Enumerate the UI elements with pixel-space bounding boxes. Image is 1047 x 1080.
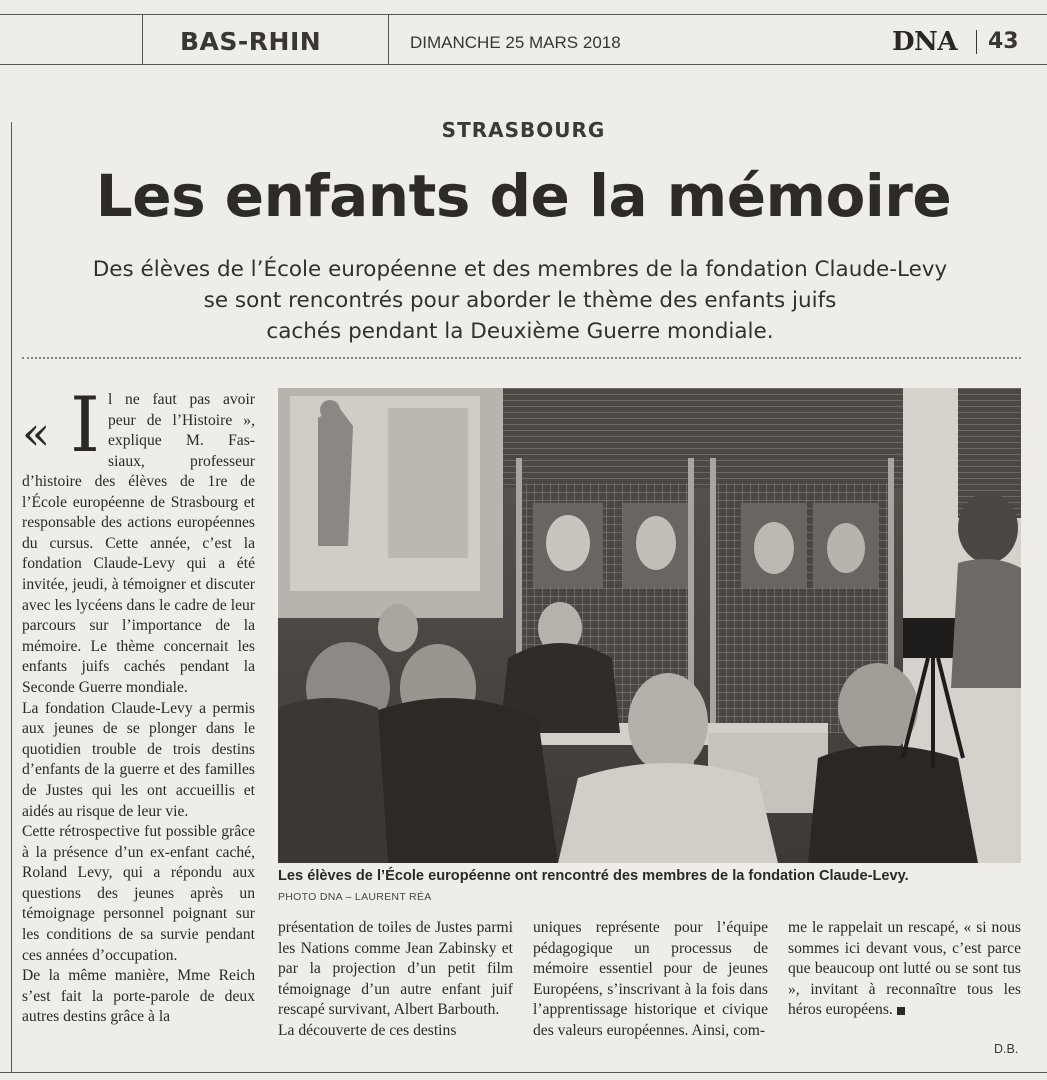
logo-separator bbox=[976, 30, 977, 54]
dotted-separator bbox=[22, 357, 1021, 359]
lead-line: siaux, professeur bbox=[108, 452, 255, 470]
masthead-bottom-rule bbox=[0, 64, 1047, 65]
kicker: STRASBOURG bbox=[441, 118, 606, 142]
drop-cap: I bbox=[70, 380, 101, 469]
column-3 bbox=[533, 918, 768, 1042]
opening-quote: « bbox=[22, 406, 51, 460]
margin-rule bbox=[11, 122, 12, 1072]
lead-line: l ne faut pas avoir bbox=[108, 391, 255, 408]
section-name: BAS-RHIN bbox=[180, 27, 322, 56]
standfirst-line: cachés pendant la Deuxième Guerre mondiale. bbox=[266, 319, 774, 344]
bottom-rule bbox=[0, 1072, 1047, 1073]
paragraph: présentation de toiles de Justes parmi les Nations comme Jean Zabinsky et par la projection d’un petit film témoignage d’un autre enfant juif rescapé survivant, Albert Barbouth. bbox=[278, 919, 513, 1019]
standfirst-line: se sont rencontrés pour aborder le thème des enfants juifs bbox=[203, 288, 837, 313]
paragraph-text: me le rappelait un rescapé, « si nous sommes ici devant vous, c’est parce que beaucoup ont lutté ou se sont tus », invitant à reconnaître tous les héros européens. bbox=[788, 919, 1021, 1019]
issue-date: DIMANCHE 25 MARS 2018 bbox=[410, 33, 621, 52]
paragraph: Cette rétrospective fut possible grâce à la présence d’un ex-enfant caché, Roland Levy, qui a répondu aux questions des jeunes après un témoignage personnel poignant sur les conditions de sa survie pendant ces années d’occupation. bbox=[22, 823, 255, 964]
lead-line: explique M. Fas- bbox=[108, 432, 255, 450]
photo-illustration bbox=[278, 388, 1021, 863]
standfirst bbox=[30, 254, 1010, 347]
headline: Les enfants de la mémoire bbox=[95, 162, 952, 230]
newspaper-logo: DNA bbox=[892, 27, 957, 57]
article-photo bbox=[278, 388, 1021, 863]
lead-line: peur de l’Histoire », bbox=[108, 411, 255, 429]
column-2 bbox=[278, 918, 513, 1042]
paragraph: La fondation Claude-Levy a permis aux jeunes de se plonger dans le quotidien trouble de trois destins d’enfants de la guerre et des familles de Justes qui les ont accueillis et aidés au risque de leur vie. bbox=[22, 699, 255, 820]
paragraph bbox=[788, 918, 1021, 1021]
paragraph: La découverte de ces destins bbox=[278, 1021, 457, 1039]
paragraph: De la même manière, Mme Reich s’est fait la porte-parole de deux autres destins grâce à la bbox=[22, 967, 255, 1026]
photo-caption: Les élèves de l’École européenne ont rencontré des membres de la fondation Claude-Levy. bbox=[278, 868, 909, 884]
column-1 bbox=[22, 472, 255, 1028]
masthead-top-rule bbox=[0, 14, 1047, 15]
photo-credit: PHOTO DNA – LAURENT RÉA bbox=[278, 891, 432, 903]
masthead-divider bbox=[388, 14, 389, 64]
masthead-divider bbox=[142, 14, 143, 64]
standfirst-line: Des élèves de l’École européenne et des membres de la fondation Claude-Levy bbox=[92, 257, 948, 282]
page-number: 43 bbox=[988, 29, 1019, 54]
paragraph: uniques représente pour l’équipe pédagogique un processus de mémoire essentiel pour de jeunes Européens, s’inscrivant à la fois dans l’apprentissage historique et civique des valeurs européennes. Ainsi, com- bbox=[533, 919, 768, 1039]
lead-text bbox=[108, 390, 255, 472]
paragraph: d’histoire des élèves de 1re de l’École européenne de Strasbourg et responsable des actions européennes du cursus. Cette année, c’est la fondation Claude-Levy qui a été invitée, jeudi, à témoigner et discuter avec les lycéens dans le cadre de leur parcours sur l’importance de la mémoire. Le thème concernait les enfants juifs cachés pendant la Seconde Guerre mondiale. bbox=[22, 473, 255, 696]
end-mark bbox=[897, 1007, 905, 1015]
author-signature: D.B. bbox=[994, 1042, 1019, 1056]
column-4 bbox=[788, 918, 1021, 1021]
